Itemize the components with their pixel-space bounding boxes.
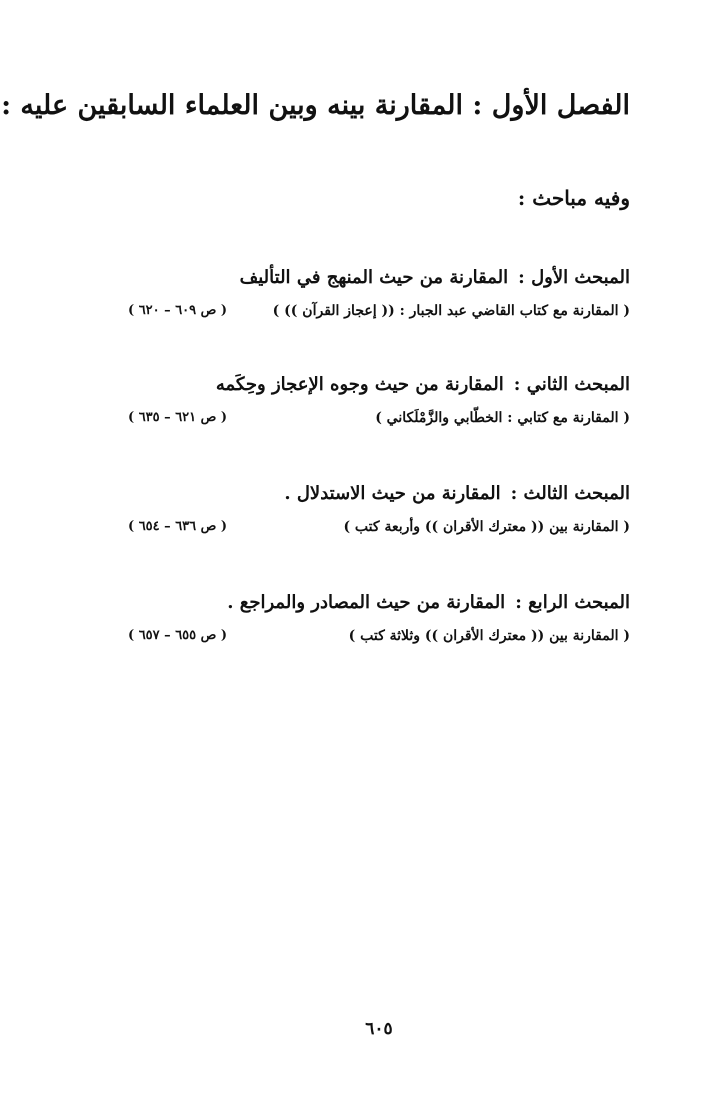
section-subtitle: ( المقارنة بين (( معترك الأقران )) وأربعة كتب ): [343, 519, 630, 535]
chapter-title: الفصل الأول : المقارنة بينه وبين العلماء السابقين عليه :: [1, 90, 630, 121]
sections-intro: وفيه مباحث :: [517, 186, 630, 210]
section-subtitle: ( المقارنة بين (( معترك الأقران )) وثلاثة كتب ): [348, 628, 630, 644]
section-title: المقارنة من حيث الاستدلال .: [284, 483, 501, 504]
section-heading: [240, 263, 630, 293]
section-subline: [128, 299, 630, 323]
section-label: المبحث الثاني :: [513, 374, 630, 395]
section-label: المبحث الأول :: [518, 267, 630, 288]
section-page-range: ( ص ٦٣٦ – ٦٥٤ ): [128, 519, 228, 534]
section-label: المبحث الثالث :: [510, 483, 630, 504]
section-heading: [284, 479, 630, 509]
section-title: المقارنة من حيث وجوه الإعجاز وحِكَمه: [215, 374, 504, 395]
section-4: [128, 588, 630, 668]
section-2: [128, 370, 630, 450]
section-page-range: ( ص ٦٥٥ – ٦٥٧ ): [128, 628, 228, 643]
section-subtitle: ( المقارنة مع كتاب القاضي عبد الجبار : (( إعجاز القرآن )) ): [272, 303, 630, 319]
section-subline: [128, 515, 630, 539]
section-page-range: ( ص ٦٠٩ – ٦٢٠ ): [128, 303, 228, 318]
section-subline: [128, 406, 630, 430]
section-label: المبحث الرابع :: [515, 592, 630, 613]
section-page-range: ( ص ٦٢١ – ٦٣٥ ): [128, 410, 228, 425]
section-1: [128, 263, 630, 343]
section-heading: [216, 370, 630, 400]
section-heading: [227, 588, 630, 618]
section-title: المقارنة من حيث المنهج في التأليف: [239, 267, 509, 288]
section-3: [128, 479, 630, 559]
section-title: المقارنة من حيث المصادر والمراجع .: [227, 592, 506, 613]
page-number: ٦٠٥: [365, 1019, 393, 1039]
section-subtitle: ( المقارنة مع كتابي : الخطّابي والزَّمْلَكاني ): [375, 410, 630, 426]
section-subline: [128, 624, 630, 648]
